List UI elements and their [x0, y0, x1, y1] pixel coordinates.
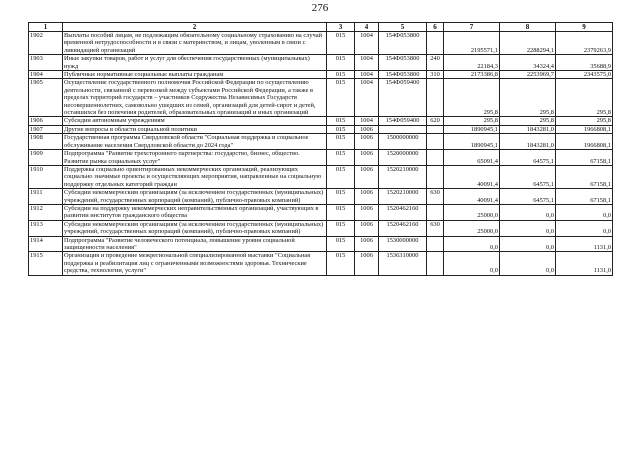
value-cell: 40091,4: [444, 165, 500, 188]
value-cell: 630: [427, 189, 444, 205]
value-cell: 64575,1: [500, 189, 556, 205]
value-cell: 015: [327, 252, 355, 275]
value-cell: [427, 125, 444, 133]
value-cell: 1890945,1: [444, 134, 500, 150]
row-number-cell: 1909: [29, 150, 63, 166]
value-cell: 1006: [355, 125, 379, 133]
value-cell: [427, 150, 444, 166]
value-cell: 2343575,0: [556, 71, 613, 79]
value-cell: 1006: [355, 220, 379, 236]
row-name-cell: Субсидии автономным учреждениям: [63, 117, 327, 125]
row-number-cell: 1907: [29, 125, 63, 133]
value-cell: [427, 252, 444, 275]
value-cell: [427, 79, 444, 117]
row-name-cell: Подпрограмма "Развитие человеческого потенциала, повышение уровня социальной защищенности населения": [63, 236, 327, 252]
value-cell: [427, 32, 444, 55]
row-number-cell: 1910: [29, 165, 63, 188]
value-cell: 1520462160: [379, 204, 427, 220]
row-number-cell: 1905: [29, 79, 63, 117]
value-cell: 64575,1: [500, 165, 556, 188]
value-cell: 1006: [355, 189, 379, 205]
row-number-cell: 1915: [29, 252, 63, 275]
table-row: [29, 220, 613, 236]
value-cell: 1006: [355, 165, 379, 188]
column-header: 3: [327, 23, 355, 32]
value-cell: 154Ф059400: [379, 117, 427, 125]
value-cell: 015: [327, 204, 355, 220]
value-cell: 0,0: [500, 204, 556, 220]
value-cell: 015: [327, 150, 355, 166]
value-cell: 2288294,1: [500, 32, 556, 55]
value-cell: 295,8: [500, 117, 556, 125]
value-cell: 1843281,0: [500, 125, 556, 133]
value-cell: 65091,4: [444, 150, 500, 166]
value-cell: 015: [327, 55, 355, 71]
table-body: [29, 32, 613, 276]
value-cell: 295,8: [556, 117, 613, 125]
value-cell: 2253969,7: [500, 71, 556, 79]
value-cell: 25000,0: [444, 220, 500, 236]
value-cell: 22184,3: [444, 55, 500, 71]
value-cell: 25000,0: [444, 204, 500, 220]
value-cell: 015: [327, 134, 355, 150]
value-cell: 1006: [355, 134, 379, 150]
table-row: [29, 189, 613, 205]
row-name-cell: Субсидии на поддержку некоммерческих неправительственных организаций, участвующих в развитии институтов гражданского общества: [63, 204, 327, 220]
table-row: [29, 79, 613, 117]
value-cell: 35688,9: [556, 55, 613, 71]
table-row: [29, 150, 613, 166]
row-number-cell: 1908: [29, 134, 63, 150]
row-number-cell: 1906: [29, 117, 63, 125]
table-row: [29, 165, 613, 188]
value-cell: [379, 125, 427, 133]
value-cell: 295,8: [444, 117, 500, 125]
value-cell: 34324,4: [500, 55, 556, 71]
table-row: [29, 125, 613, 133]
column-header: 4: [355, 23, 379, 32]
value-cell: 310: [427, 71, 444, 79]
column-header: 7: [444, 23, 500, 32]
value-cell: 64575,1: [500, 150, 556, 166]
value-cell: 015: [327, 32, 355, 55]
value-cell: 40091,4: [444, 189, 500, 205]
value-cell: 240: [427, 55, 444, 71]
value-cell: 1536310000: [379, 252, 427, 275]
row-name-cell: Субсидии некоммерческим организациям (за исключением государственных (муниципальных) учреждений, государственных корпораций (компаний), публично-правовых компаний): [63, 220, 327, 236]
value-cell: 67158,1: [556, 165, 613, 188]
row-number-cell: 1914: [29, 236, 63, 252]
value-cell: 015: [327, 165, 355, 188]
value-cell: 1966808,1: [556, 125, 613, 133]
row-name-cell: Субсидии некоммерческим организациям (за исключением государственных (муниципальных) учреждений, государственных корпораций (компаний), публично-правовых компаний): [63, 189, 327, 205]
table-row: [29, 117, 613, 125]
value-cell: 1004: [355, 117, 379, 125]
value-cell: 0,0: [444, 236, 500, 252]
value-cell: 1520000000: [379, 150, 427, 166]
row-number-cell: 1904: [29, 71, 63, 79]
value-cell: 1530000000: [379, 236, 427, 252]
table-row: [29, 32, 613, 55]
table-row: [29, 252, 613, 275]
value-cell: 0,0: [444, 252, 500, 275]
value-cell: 0,0: [500, 252, 556, 275]
value-cell: 1520210000: [379, 189, 427, 205]
value-cell: 154Ф053800: [379, 71, 427, 79]
row-number-cell: 1902: [29, 32, 63, 55]
value-cell: 1890945,1: [444, 125, 500, 133]
value-cell: 620: [427, 117, 444, 125]
column-header: 1: [29, 23, 63, 32]
page-number: 276: [311, 2, 329, 14]
column-header: 8: [500, 23, 556, 32]
row-name-cell: Осуществление государственного полномочия Российской Федерации по осуществлению деятельности, связанной с перевозкой между субъектами Российской Федерации, а также в пределах территорий государств – участников Содружества Независимых Государств несовершеннолетних, самовольно ушедших из семей, организаций для детей-сирот и детей, оставшихся без попечения родителей, образовательных организаций и иных организаций: [63, 79, 327, 117]
value-cell: 295,8: [500, 79, 556, 117]
value-cell: 1004: [355, 79, 379, 117]
column-header: 9: [556, 23, 613, 32]
value-cell: 015: [327, 220, 355, 236]
value-cell: 1843281,0: [500, 134, 556, 150]
value-cell: [427, 204, 444, 220]
row-name-cell: Организация и проведение межрегиональной специализированной выставки "Социальная поддержка и реабилитация лиц с ограниченными возможностями здоровья. Технические средства, технологии, услуги": [63, 252, 327, 275]
column-header: 6: [427, 23, 444, 32]
value-cell: 67158,1: [556, 150, 613, 166]
value-cell: [427, 134, 444, 150]
value-cell: 630: [427, 220, 444, 236]
value-cell: 015: [327, 117, 355, 125]
value-cell: 1131,0: [556, 252, 613, 275]
value-cell: 295,8: [556, 79, 613, 117]
row-name-cell: Другие вопросы в области социальной политики: [63, 125, 327, 133]
table-row: [29, 134, 613, 150]
row-name-cell: Выплаты пособий лицам, не подлежащим обязательному социальному страхованию на случай временной нетрудоспособности и в связи с материнством, и лицам, уволенным в связи с ликвидацией организаций: [63, 32, 327, 55]
value-cell: 154Ф053800: [379, 55, 427, 71]
row-number-cell: 1903: [29, 55, 63, 71]
row-name-cell: Поддержка социально ориентированных некоммерческих организаций, реализующих социально значимые проекты и осуществляющих мероприятия, направленные на социальную поддержку отдельных категорий граждан: [63, 165, 327, 188]
row-name-cell: Публичные нормативные социальные выплаты гражданам: [63, 71, 327, 79]
value-cell: 015: [327, 189, 355, 205]
value-cell: 1500000000: [379, 134, 427, 150]
value-cell: 1006: [355, 252, 379, 275]
value-cell: [427, 236, 444, 252]
value-cell: 154Ф059400: [379, 79, 427, 117]
row-name-cell: Подпрограмма "Развитие трехстороннего партнерства: государство, бизнес, общество. Развитие рынка социальных услуг": [63, 150, 327, 166]
value-cell: 015: [327, 236, 355, 252]
value-cell: 0,0: [556, 204, 613, 220]
row-name-cell: Иные закупки товаров, работ и услуг для обеспечения государственных (муниципальных) нужд: [63, 55, 327, 71]
row-number-cell: 1912: [29, 204, 63, 220]
value-cell: 0,0: [500, 236, 556, 252]
value-cell: 015: [327, 79, 355, 117]
value-cell: 1966808,1: [556, 134, 613, 150]
table-row: [29, 204, 613, 220]
value-cell: 295,8: [444, 79, 500, 117]
column-header: 2: [63, 23, 327, 32]
table-header-row: [29, 23, 613, 32]
table-row: [29, 236, 613, 252]
value-cell: 1004: [355, 71, 379, 79]
value-cell: 1131,0: [556, 236, 613, 252]
value-cell: 015: [327, 71, 355, 79]
row-number-cell: 1911: [29, 189, 63, 205]
row-name-cell: Государственная программа Свердловской области "Социальная поддержка и социальное обслуживание населения Свердловской области до 2024 года": [63, 134, 327, 150]
column-header: 5: [379, 23, 427, 32]
value-cell: 2195571,1: [444, 32, 500, 55]
value-cell: 015: [327, 125, 355, 133]
value-cell: 1004: [355, 55, 379, 71]
value-cell: 1006: [355, 236, 379, 252]
value-cell: 1006: [355, 204, 379, 220]
value-cell: 2173386,8: [444, 71, 500, 79]
value-cell: 2379263,9: [556, 32, 613, 55]
table-row: [29, 71, 613, 79]
value-cell: 1006: [355, 150, 379, 166]
table-row: [29, 55, 613, 71]
value-cell: 1520462160: [379, 220, 427, 236]
value-cell: 1004: [355, 32, 379, 55]
value-cell: 154Ф053800: [379, 32, 427, 55]
value-cell: [427, 165, 444, 188]
value-cell: 0,0: [556, 220, 613, 236]
row-number-cell: 1913: [29, 220, 63, 236]
value-cell: 0,0: [500, 220, 556, 236]
budget-table: [28, 22, 613, 276]
value-cell: 1520210000: [379, 165, 427, 188]
value-cell: 67158,1: [556, 189, 613, 205]
